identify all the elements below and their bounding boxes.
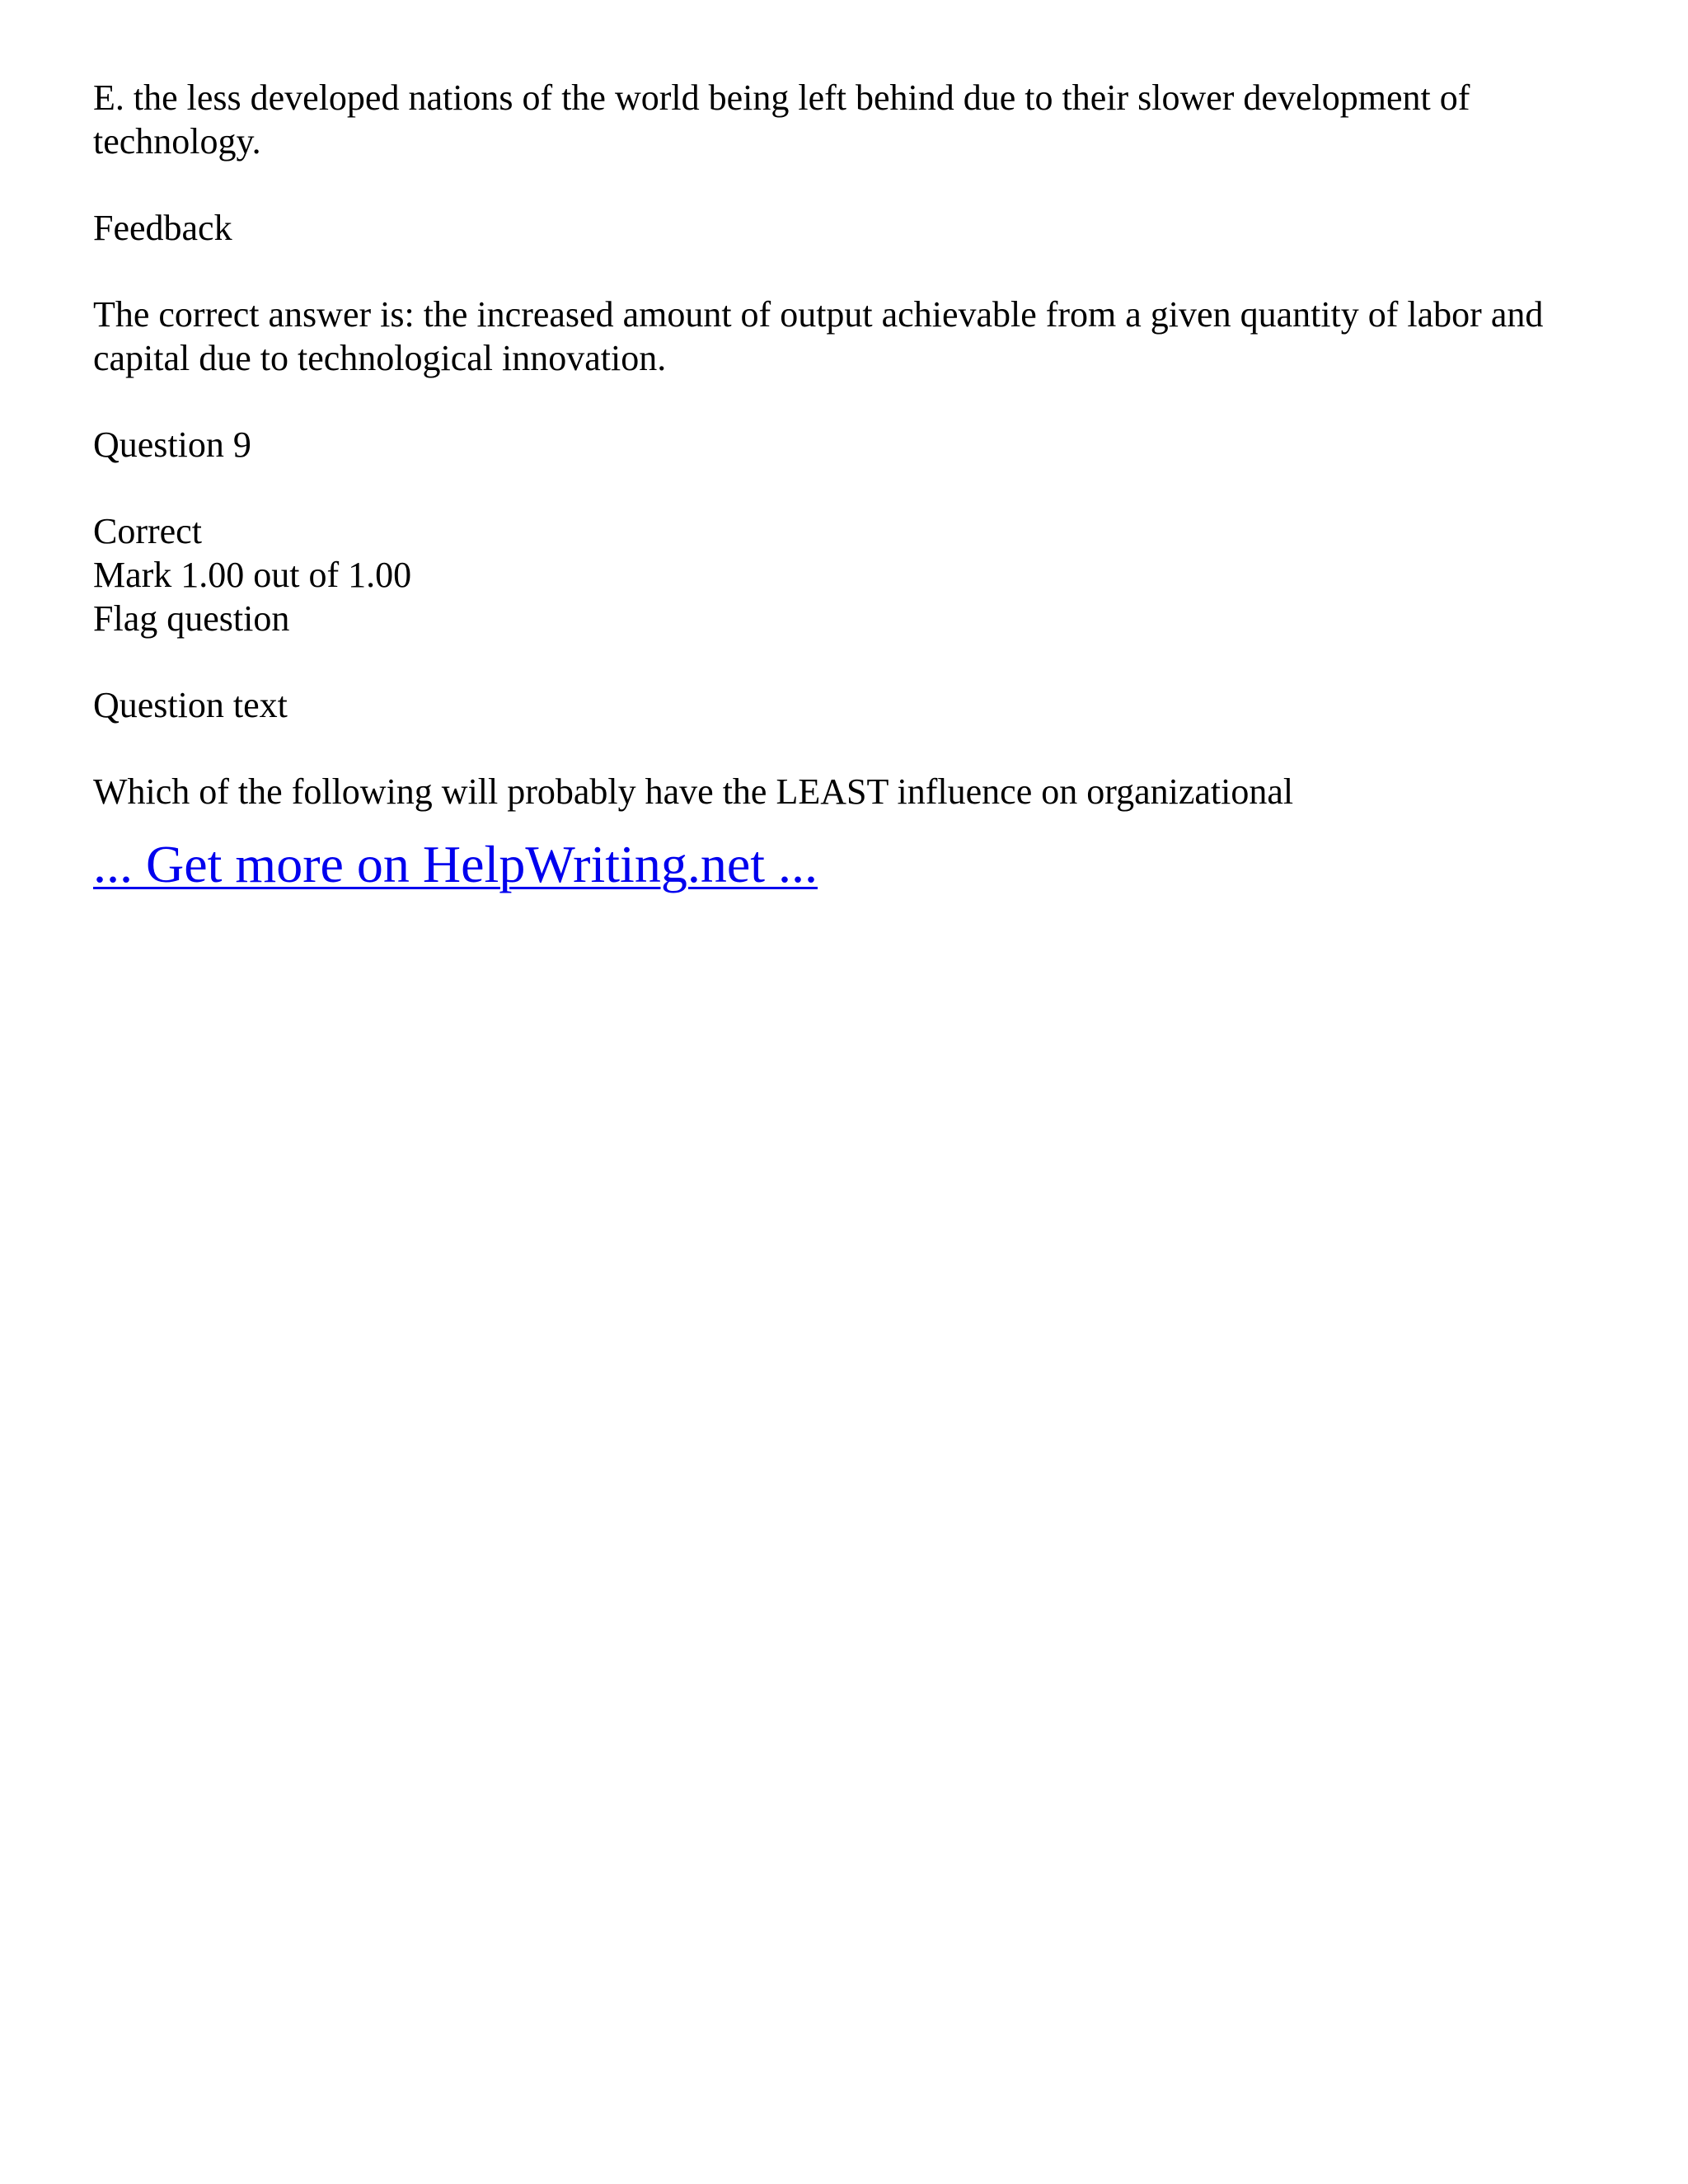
question-mark: Mark 1.00 out of 1.00 <box>93 555 412 595</box>
question-text-heading: Question text <box>93 685 288 725</box>
question-text: Which of the following will probably have the LEAST influence on organizational <box>93 771 1294 812</box>
feedback-text: The correct answer is: the increased amount of output achievable from a given quantity of labor and capital due to technological innovation. <box>93 294 1544 378</box>
question-heading: Question 9 <box>93 424 251 465</box>
answer-option-e: E. the less developed nations of the world being left behind due to their slower development of technology. <box>93 77 1470 162</box>
feedback-heading: Feedback <box>93 208 232 248</box>
get-more-link[interactable]: ... Get more on HelpWriting.net ... <box>93 835 818 893</box>
flag-question[interactable]: Flag question <box>93 598 290 639</box>
question-info <box>93 509 1601 640</box>
document-page <box>93 76 1601 896</box>
question-status: Correct <box>93 511 202 551</box>
